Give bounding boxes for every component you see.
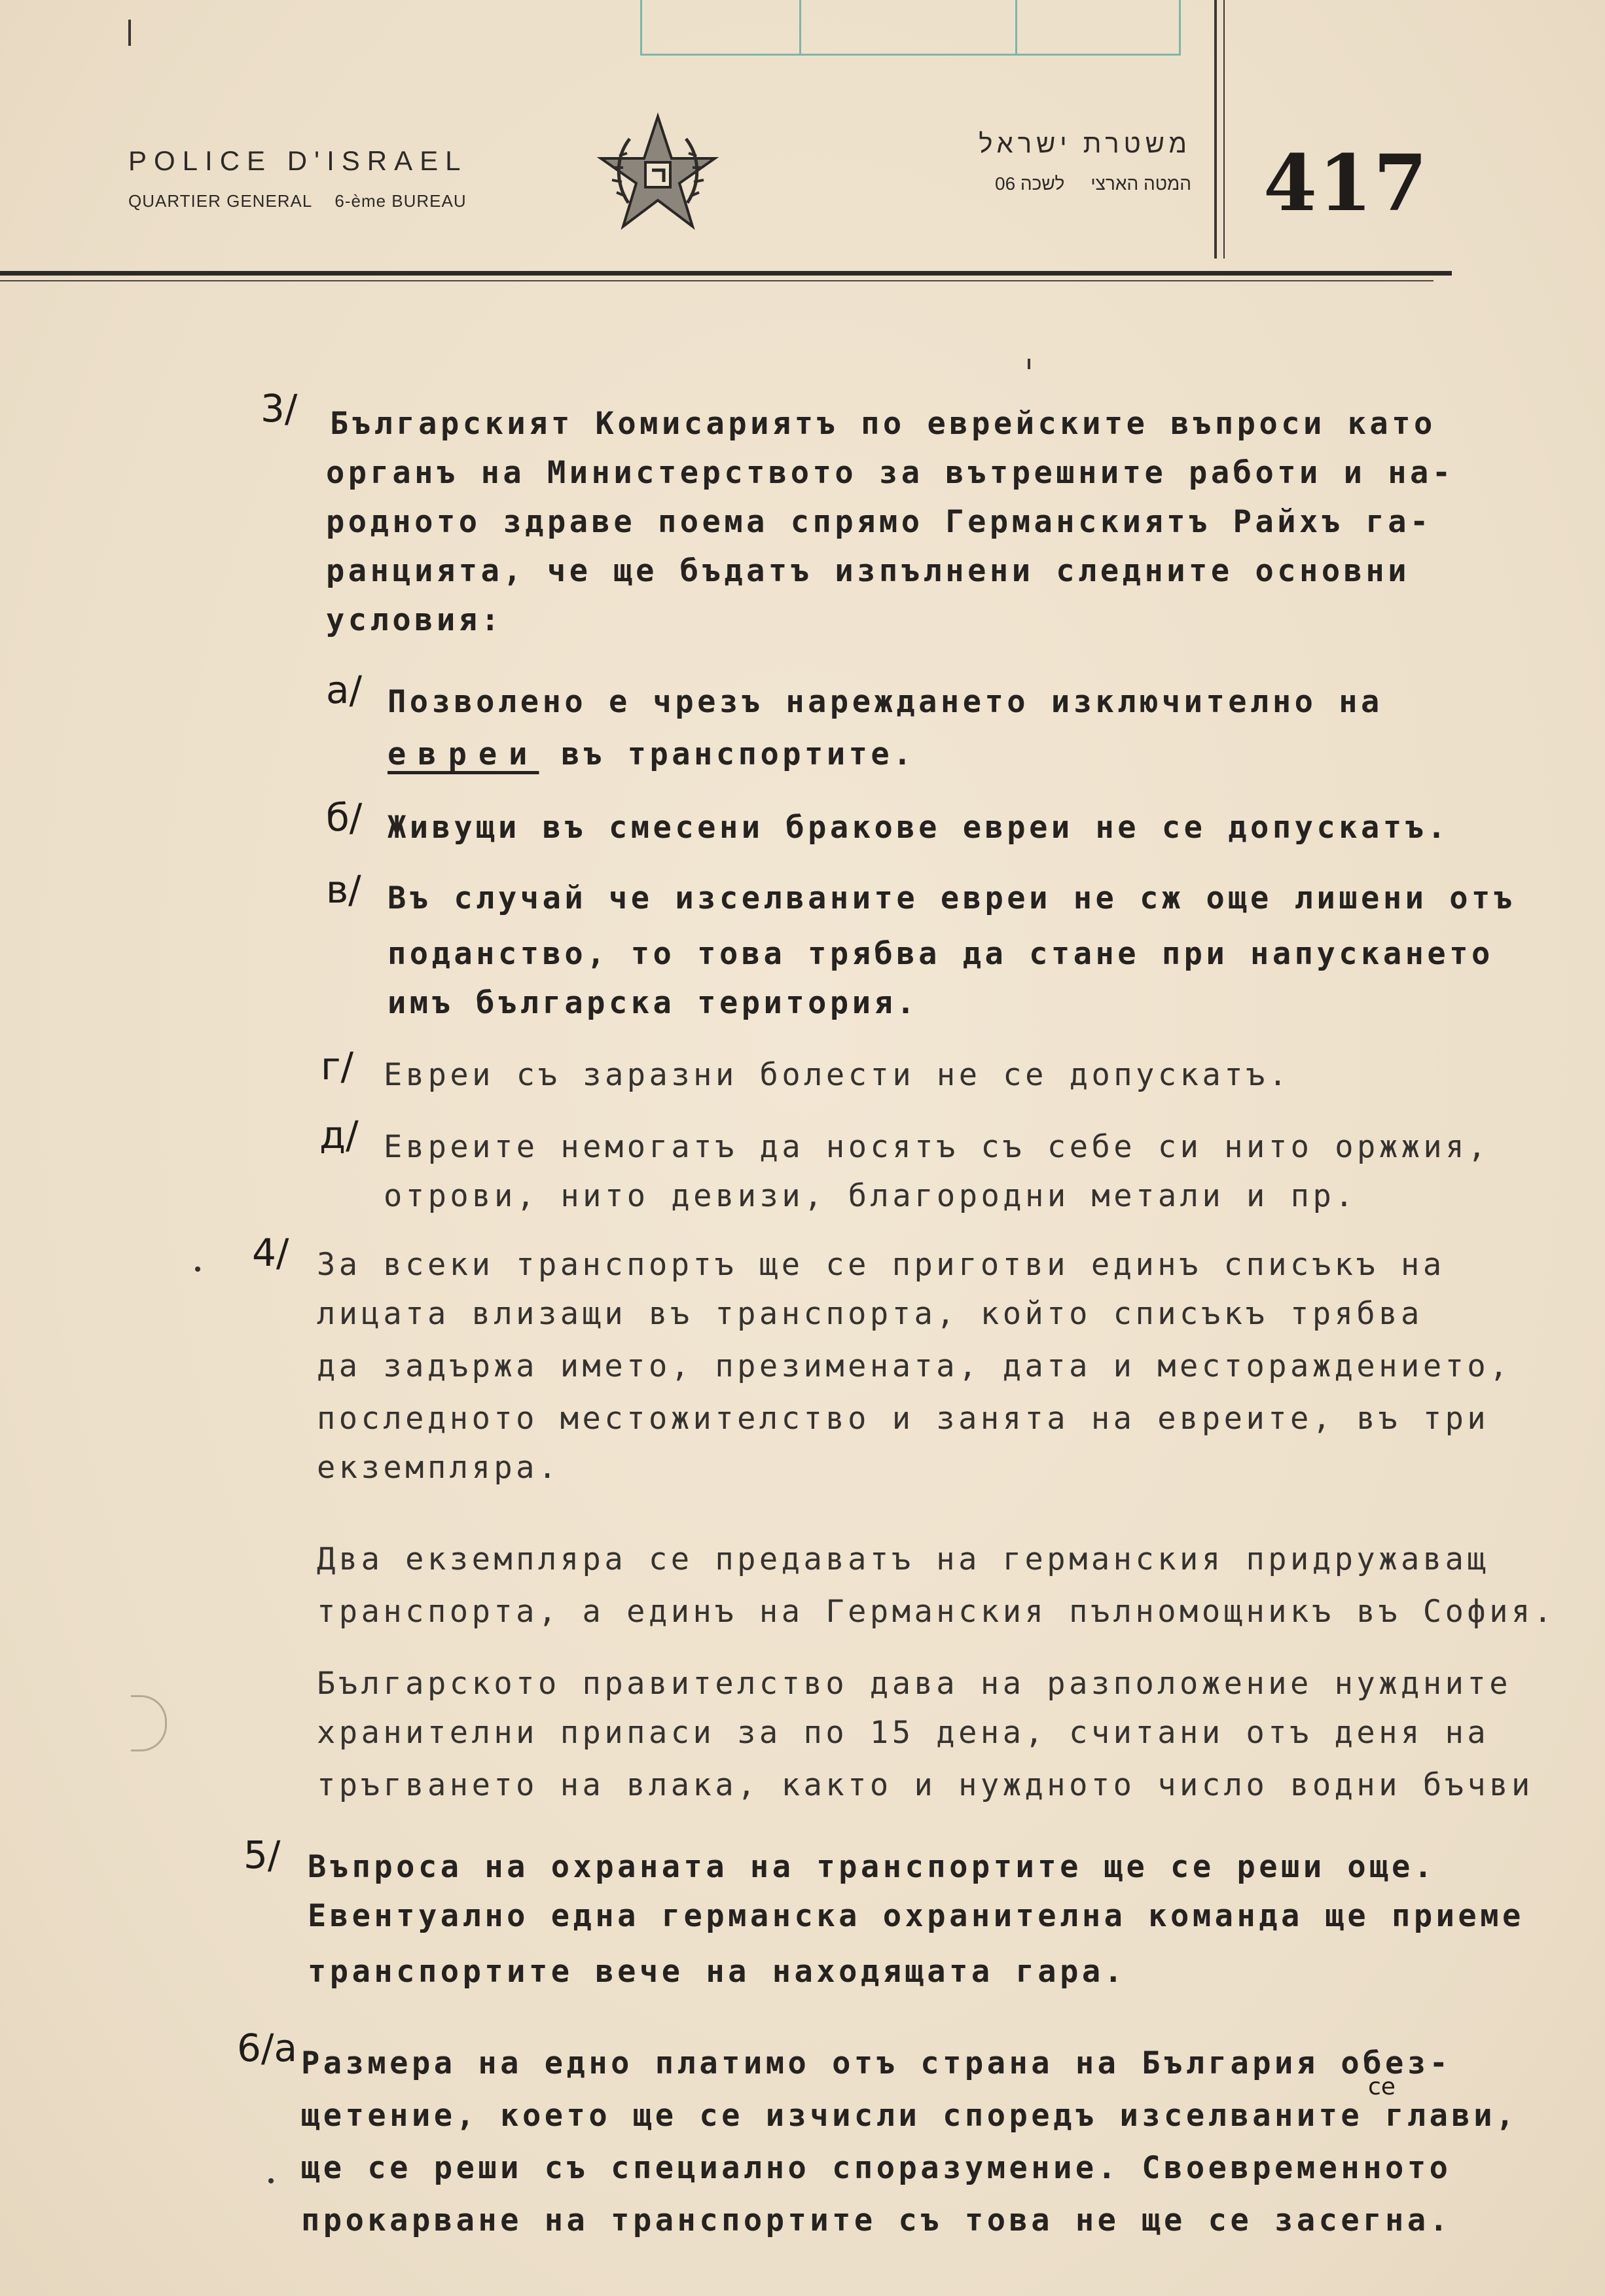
text-line: За всеки транспортъ ще се приготви единъ списъкъ на [317,1247,1445,1283]
paragraph-marker: д/ [319,1113,359,1157]
paragraph-marker: г/ [321,1044,354,1088]
text-line: екземпляра. [317,1450,560,1486]
margin-mark [1028,359,1030,369]
text-line: ранцията, че ще бъдатъ изпълнени следните основни [326,553,1411,589]
org-name-hebrew: משטרת ישראל [979,130,1191,158]
paragraph-marker: 5/ [243,1833,281,1877]
margin-mark [128,20,131,46]
text-line: Два екземпляра се предаватъ на германския придружаващ [317,1541,1490,1577]
paragraph-marker: в/ [326,867,361,912]
ink-dot [195,1266,200,1272]
text-line: отрови, нито девизи, благородни метали и пр. [384,1178,1358,1214]
paragraph-marker: 6/a [237,2026,297,2070]
text-line: щетение, което ще се изчисли споредъ изселваните глави, [301,2098,1518,2134]
police-star-emblem-icon [589,105,727,242]
text-line: ще се реши съ специално споразумение. Своевременното [301,2150,1452,2186]
text-line: органъ на Министерството за вътрешните работи и на- [326,455,1454,491]
text-line: последното местожителство и занята на евреите, въ три [317,1401,1490,1437]
text-line: Евреи съ заразни болести не се допускатъ. [384,1057,1291,1093]
text-line: Българският Комисариятъ по еврейските въпроси като [330,406,1436,442]
department-hebrew: המטה הארצילשכה 06 [995,173,1191,194]
text-line: хранителни припаси за по 15 дена, считани отъ деня на [317,1715,1490,1751]
text-line: Българското правителство дава на разположение нуждните [317,1666,1512,1702]
emphasized-word: евреи [388,736,539,772]
paragraph-marker: а/ [326,668,363,712]
text-line: родното здраве поема спрямо Германскиятъ Райхъ га- [326,504,1432,540]
text-line: Размера на едно платимо отъ страна на България обез- [301,2045,1452,2081]
header-rule [0,271,1452,276]
paragraph-marker: 4/ [252,1230,289,1275]
text-line: прокарване на транспортите съ това не ще се засегна. [301,2202,1452,2238]
org-name-french: POLICE D'ISRAEL [128,145,468,176]
text-line: лицата влизащи въ транспорта, който списъкъ трябва [317,1296,1423,1332]
text-line: Въпроса на охраната на транспортите ще се реши още. [308,1849,1436,1885]
letterhead-left [128,145,467,211]
header-divider [1214,0,1217,259]
department-french: QUARTIER GENERAL 6-ème BUREAU [128,191,467,211]
stamp-grid [640,0,1181,56]
text-line: Живущи въ смесени бракове евреи не се допускатъ. [388,810,1450,846]
page-number: 417 [1263,137,1429,228]
text-line: транспортите вече на находящата гара. [308,1954,1127,1990]
punch-hole [131,1695,167,1751]
text-line: Въ случай че изселваните евреи не сж още лишени отъ [388,880,1516,916]
header-divider [1223,0,1225,259]
paragraph-marker: 3/ [261,386,298,431]
letterhead-right [838,130,1191,194]
text-line: поданство, то това трябва да стане при напускането [388,936,1494,972]
header-rule [0,280,1434,281]
text-line: имъ българска територия. [388,985,919,1021]
text-line: транспорта, а единъ на Германския пълномощникъ въ София. [317,1594,1556,1630]
text-line: да задържа името, презимената, дата и местораждението, [317,1348,1512,1384]
text-line: Евентуално една германска охранителна команда ще приеме [308,1898,1524,1934]
text-line: Позволено е чрезъ нареждането изключително на [388,684,1383,720]
inserted-correction: се [1368,2073,1396,2100]
text-line: тръгването на влака, както и нуждното число водни бъчви [317,1767,1534,1803]
text-line: евреи въ транспортите. [388,736,916,772]
ink-dot [268,2178,274,2183]
paragraph-marker: б/ [326,795,363,840]
text-line: условия: [326,602,503,638]
text-line: Евреите немогатъ да носятъ съ себе си нито оржжия, [384,1129,1490,1165]
